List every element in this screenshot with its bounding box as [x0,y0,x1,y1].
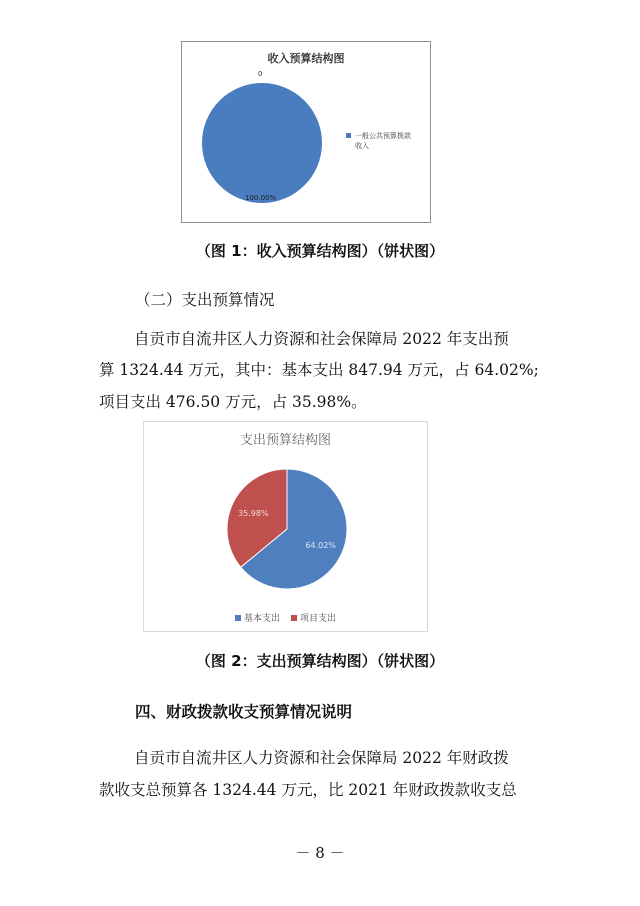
paragraph-line: 自贡市自流井区人力资源和社会保障局 2022 年支出预 [134,330,509,348]
section-heading-expenditure: （二）支出预算情况 [135,291,275,309]
legend-item [291,611,336,624]
page-number: － 8 － [295,844,345,862]
figure-caption-1: （图 1：收入预算结构图）（饼状图） [195,242,445,260]
paragraph-line: 款收支总预算各 1324.44 万元，比 2021 年财政拨款收支总 [99,781,517,799]
chart-legend [346,131,426,151]
chart-title: 支出预算结构图 [239,433,331,448]
pie-slice-label: 35.98% [238,509,269,519]
chart-legend [144,611,427,624]
legend-label: 项目支出 [299,614,336,624]
legend-swatch [235,615,241,621]
paragraph-line: 算 1324.44 万元，其中：基本支出 847.94 万元，占 64.02%; [99,361,539,379]
legend-swatch [346,133,351,138]
pie-slice-label: 64.02% [305,540,336,550]
income-budget-chart [181,41,431,223]
paragraph-line: 自贡市自流井区人力资源和社会保障局 2022 年财政拨 [134,749,509,767]
section-heading-fiscal: 四、财政拨款收支预算情况说明 [135,703,353,721]
legend-label: 一般公共预算拨款 [355,132,411,140]
expenditure-budget-chart [143,421,428,632]
legend-label: 基本支出 [244,614,281,624]
paragraph-line: 项目支出 476.50 万元，占 35.98%。 [99,393,367,411]
chart-title: 收入预算结构图 [267,52,345,65]
legend-label-cont: 收入 [355,142,369,150]
zero-data-label: 0 [258,70,263,78]
expenditure-pie-svg [144,422,429,633]
legend-swatch [291,615,297,621]
pie-slice-label: 100.00% [245,194,277,202]
figure-caption-2: （图 2：支出预算结构图）（饼状图） [195,652,445,670]
legend-item [235,611,280,624]
pie-slice-general-budget [202,83,322,203]
